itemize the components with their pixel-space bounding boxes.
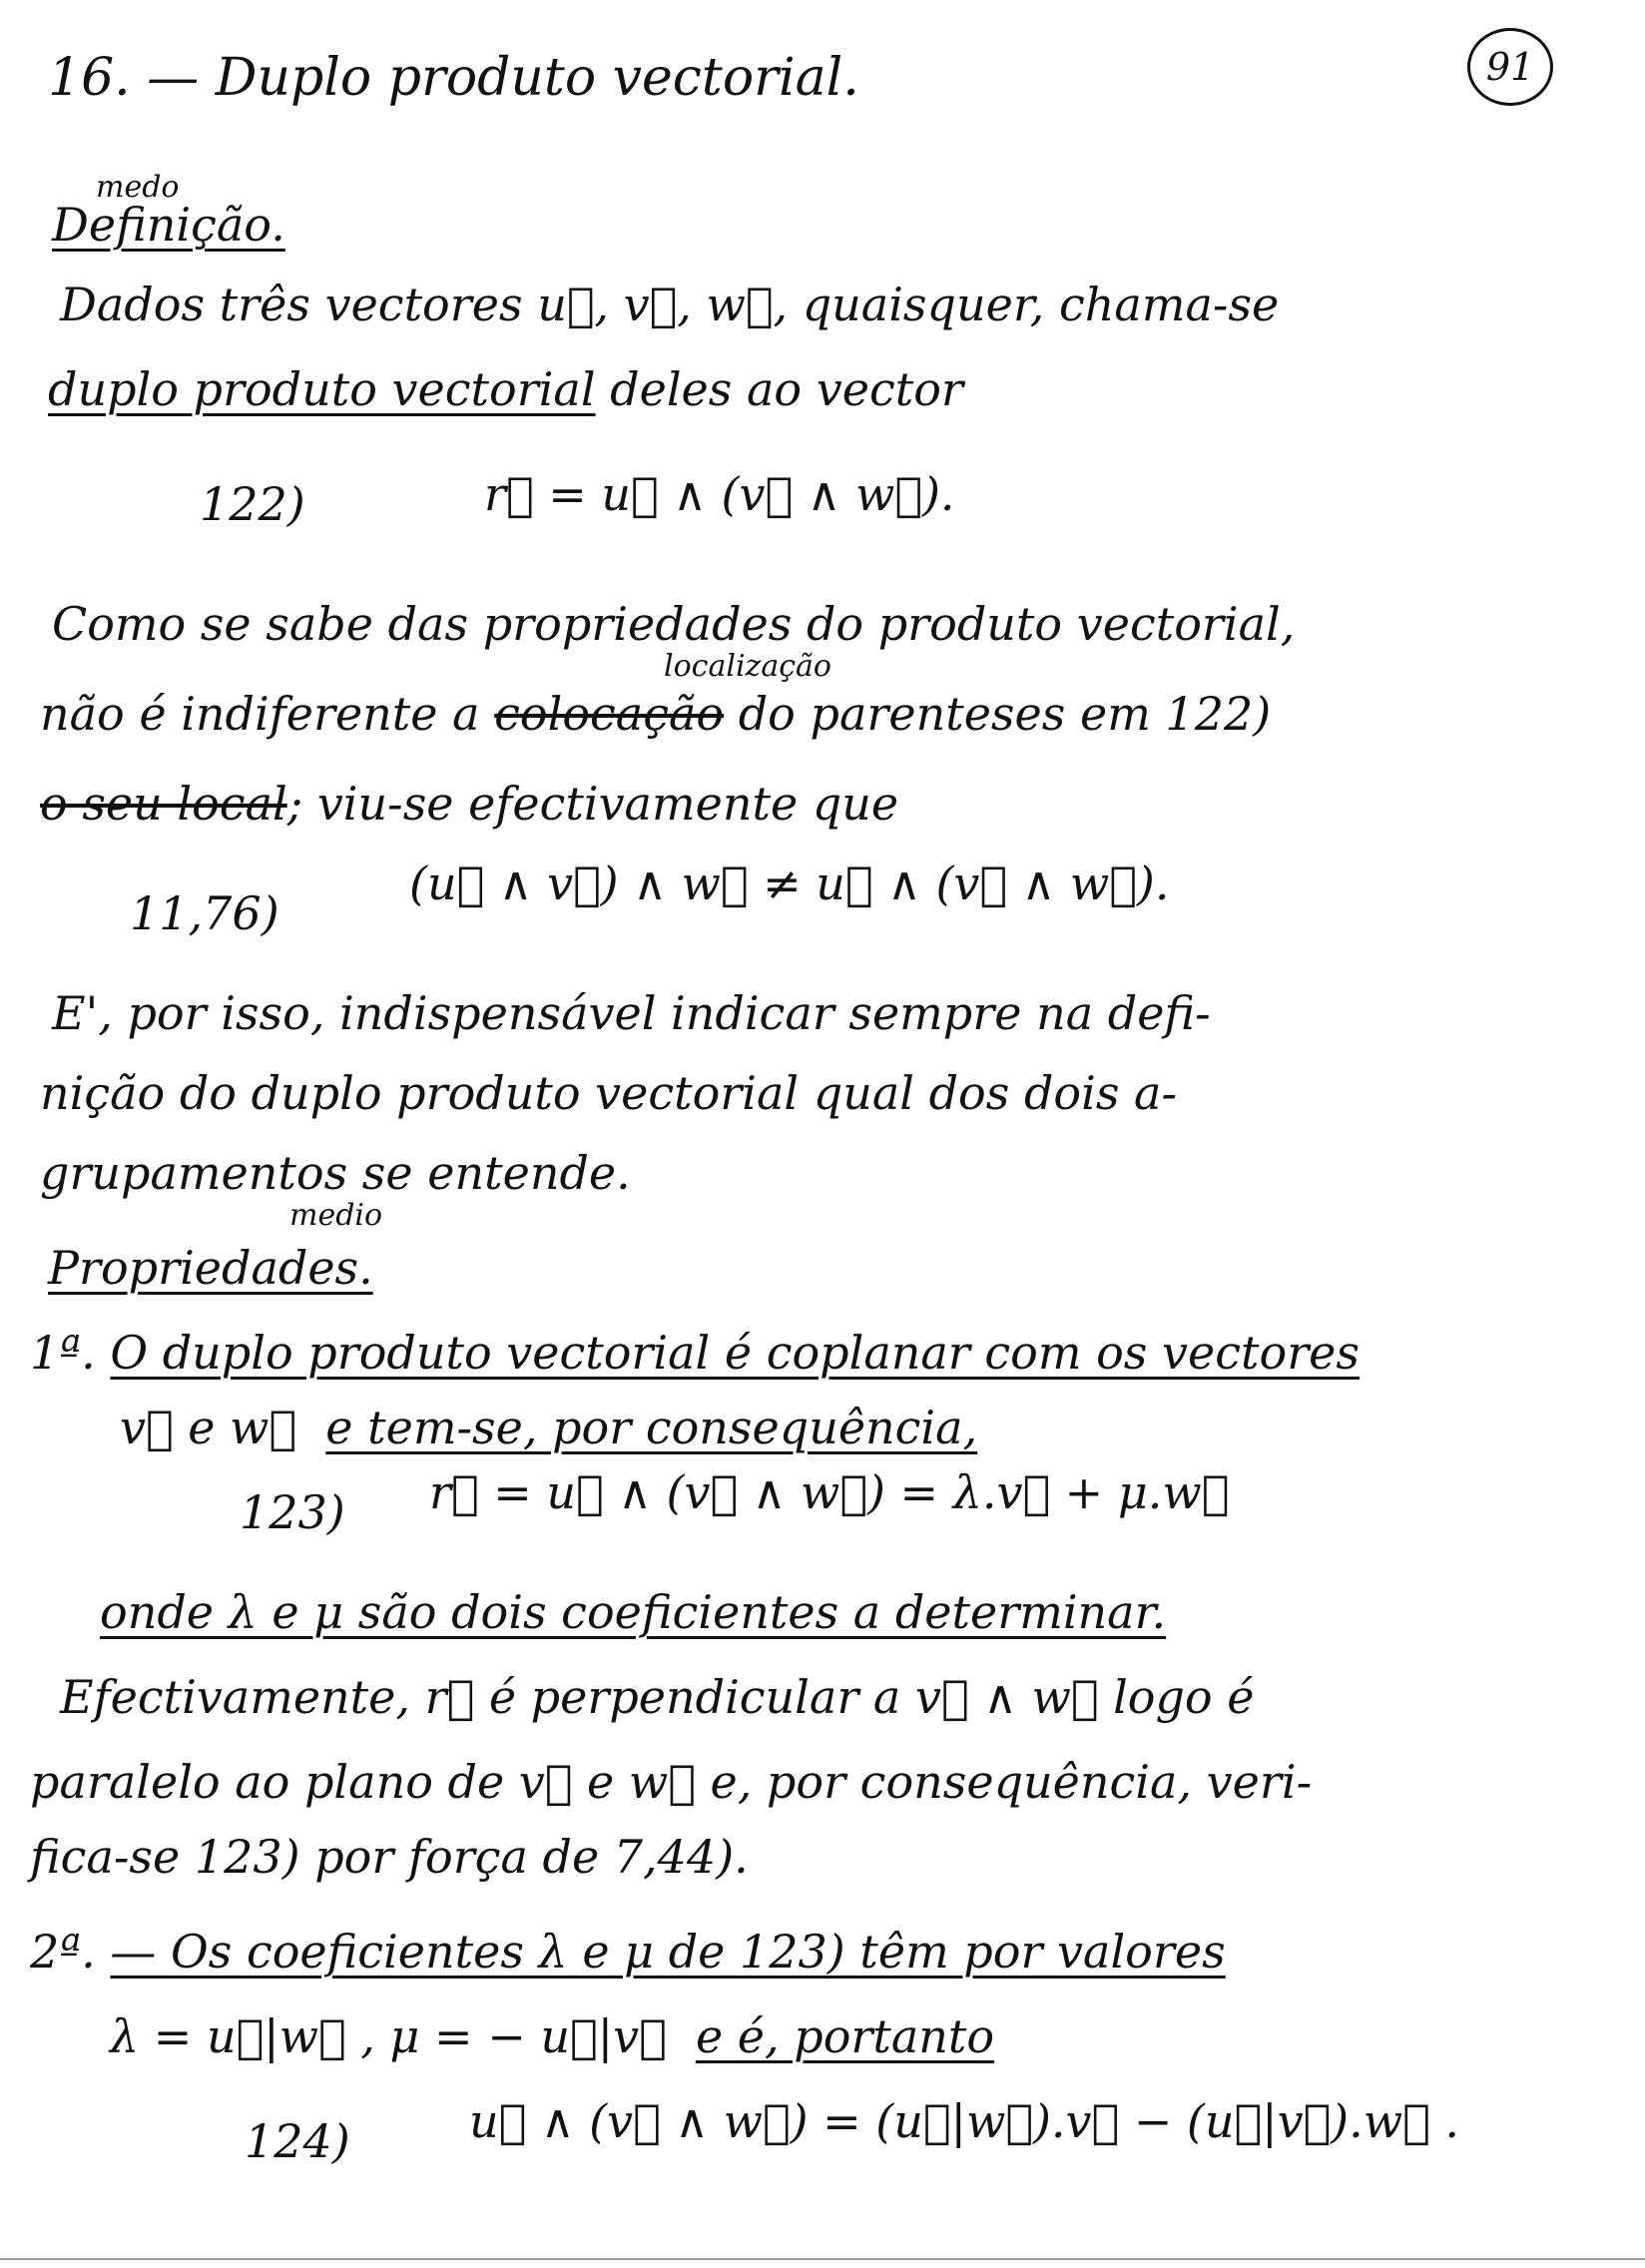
property-1-line-3: onde λ e μ são dois coeficientes a determinar. bbox=[100, 1585, 1167, 1639]
property-1-line-2-underlined: e tem-se, por consequência, bbox=[325, 1401, 978, 1454]
property-1-line-4: Efectivamente, r⃗ é perpendicular a v⃗ ∧ w⃗ logo é bbox=[60, 1670, 1255, 1724]
page-number-text: 91 bbox=[1485, 45, 1535, 89]
definition-line-1: Dados três vectores u⃗, v⃗, w⃗, quaisquer, chama-se bbox=[60, 278, 1280, 331]
equation-11-76-label: 11,76) bbox=[130, 886, 279, 940]
page-number bbox=[1467, 28, 1553, 106]
property-1-line-6: fica-se 123) por força de 7,44). bbox=[30, 1830, 749, 1884]
definition-heading-correction: medo bbox=[96, 170, 180, 205]
definition-line-2-rest: deles ao vector bbox=[595, 362, 963, 416]
definition-heading: Definição. bbox=[52, 198, 285, 252]
equation-123: r⃗ = u⃗ ∧ (v⃗ ∧ w⃗) = λ.v⃗ + μ.w⃗ bbox=[429, 1465, 1230, 1519]
property-2-line-2-start: λ = u⃗|w⃗ , μ = − u⃗|v⃗ bbox=[110, 2009, 667, 2063]
remark-correction-localizacao: localização bbox=[664, 649, 831, 684]
property-1-line-2-start: v⃗ e w⃗ bbox=[120, 1401, 297, 1454]
property-2-line-2 bbox=[110, 2011, 994, 2062]
bottom-edge-line bbox=[0, 2258, 1645, 2260]
remark-line-3 bbox=[40, 779, 898, 830]
property-1-line-2 bbox=[120, 1403, 977, 1453]
equation-122-label: 122) bbox=[200, 477, 305, 531]
section-title: 16. — Duplo produto vectorial. bbox=[48, 48, 859, 108]
property-1-line-1 bbox=[30, 1328, 1360, 1379]
property-1-line-5: paralelo ao plano de v⃗ e w⃗ e, por consequência, veri- bbox=[30, 1755, 1313, 1809]
properties-heading: Propriedades. bbox=[48, 1241, 373, 1295]
equation-11-76: (u⃗ ∧ v⃗) ∧ w⃗ ≠ u⃗ ∧ (v⃗ ∧ w⃗). bbox=[409, 856, 1170, 910]
property-2-number: 2ª. bbox=[30, 1925, 96, 1979]
duplo-produto-term: duplo produto vectorial bbox=[48, 362, 596, 416]
struck-word-colocacao: colocação bbox=[494, 687, 725, 741]
equation-124-label: 124) bbox=[245, 2114, 350, 2168]
property-2-statement: — Os coeficientes λ e μ de 123) têm por valores bbox=[110, 1925, 1226, 1979]
property-2-line-1 bbox=[30, 1927, 1226, 1978]
property-1-statement: O duplo produto vectorial é coplanar com os vectores bbox=[110, 1326, 1361, 1380]
equation-123-label: 123) bbox=[240, 1485, 345, 1539]
property-1-number: 1ª. bbox=[30, 1326, 96, 1380]
equation-124: u⃗ ∧ (v⃗ ∧ w⃗) = (u⃗|w⃗).v⃗ − (u⃗|v⃗).w⃗ . bbox=[469, 2094, 1459, 2148]
property-2-line-2-underlined: e é, portanto bbox=[695, 2009, 995, 2063]
remark-line-2 bbox=[40, 689, 1271, 740]
definition-line-2 bbox=[48, 364, 963, 415]
remark-line-1: Como se sabe das propriedades do produto vectorial, bbox=[52, 597, 1296, 651]
remark-line-2-start: não é indiferente a bbox=[40, 687, 495, 741]
struck-words-o-seu-local: o seu local bbox=[40, 777, 287, 831]
properties-heading-correction: medio bbox=[289, 1198, 383, 1233]
remark-line-4: E', por isso, indispensável indicar sempre na defi- bbox=[52, 986, 1211, 1040]
remark-line-3-rest: ; viu-se efectivamente que bbox=[286, 777, 899, 831]
remark-line-5: nição do duplo produto vectorial qual dos dois a- bbox=[40, 1066, 1178, 1120]
remark-line-2-end: do parenteses em 122) bbox=[724, 687, 1272, 741]
remark-line-6: grupamentos se entende. bbox=[40, 1146, 631, 1200]
equation-122: r⃗ = u⃗ ∧ (v⃗ ∧ w⃗). bbox=[484, 467, 955, 521]
